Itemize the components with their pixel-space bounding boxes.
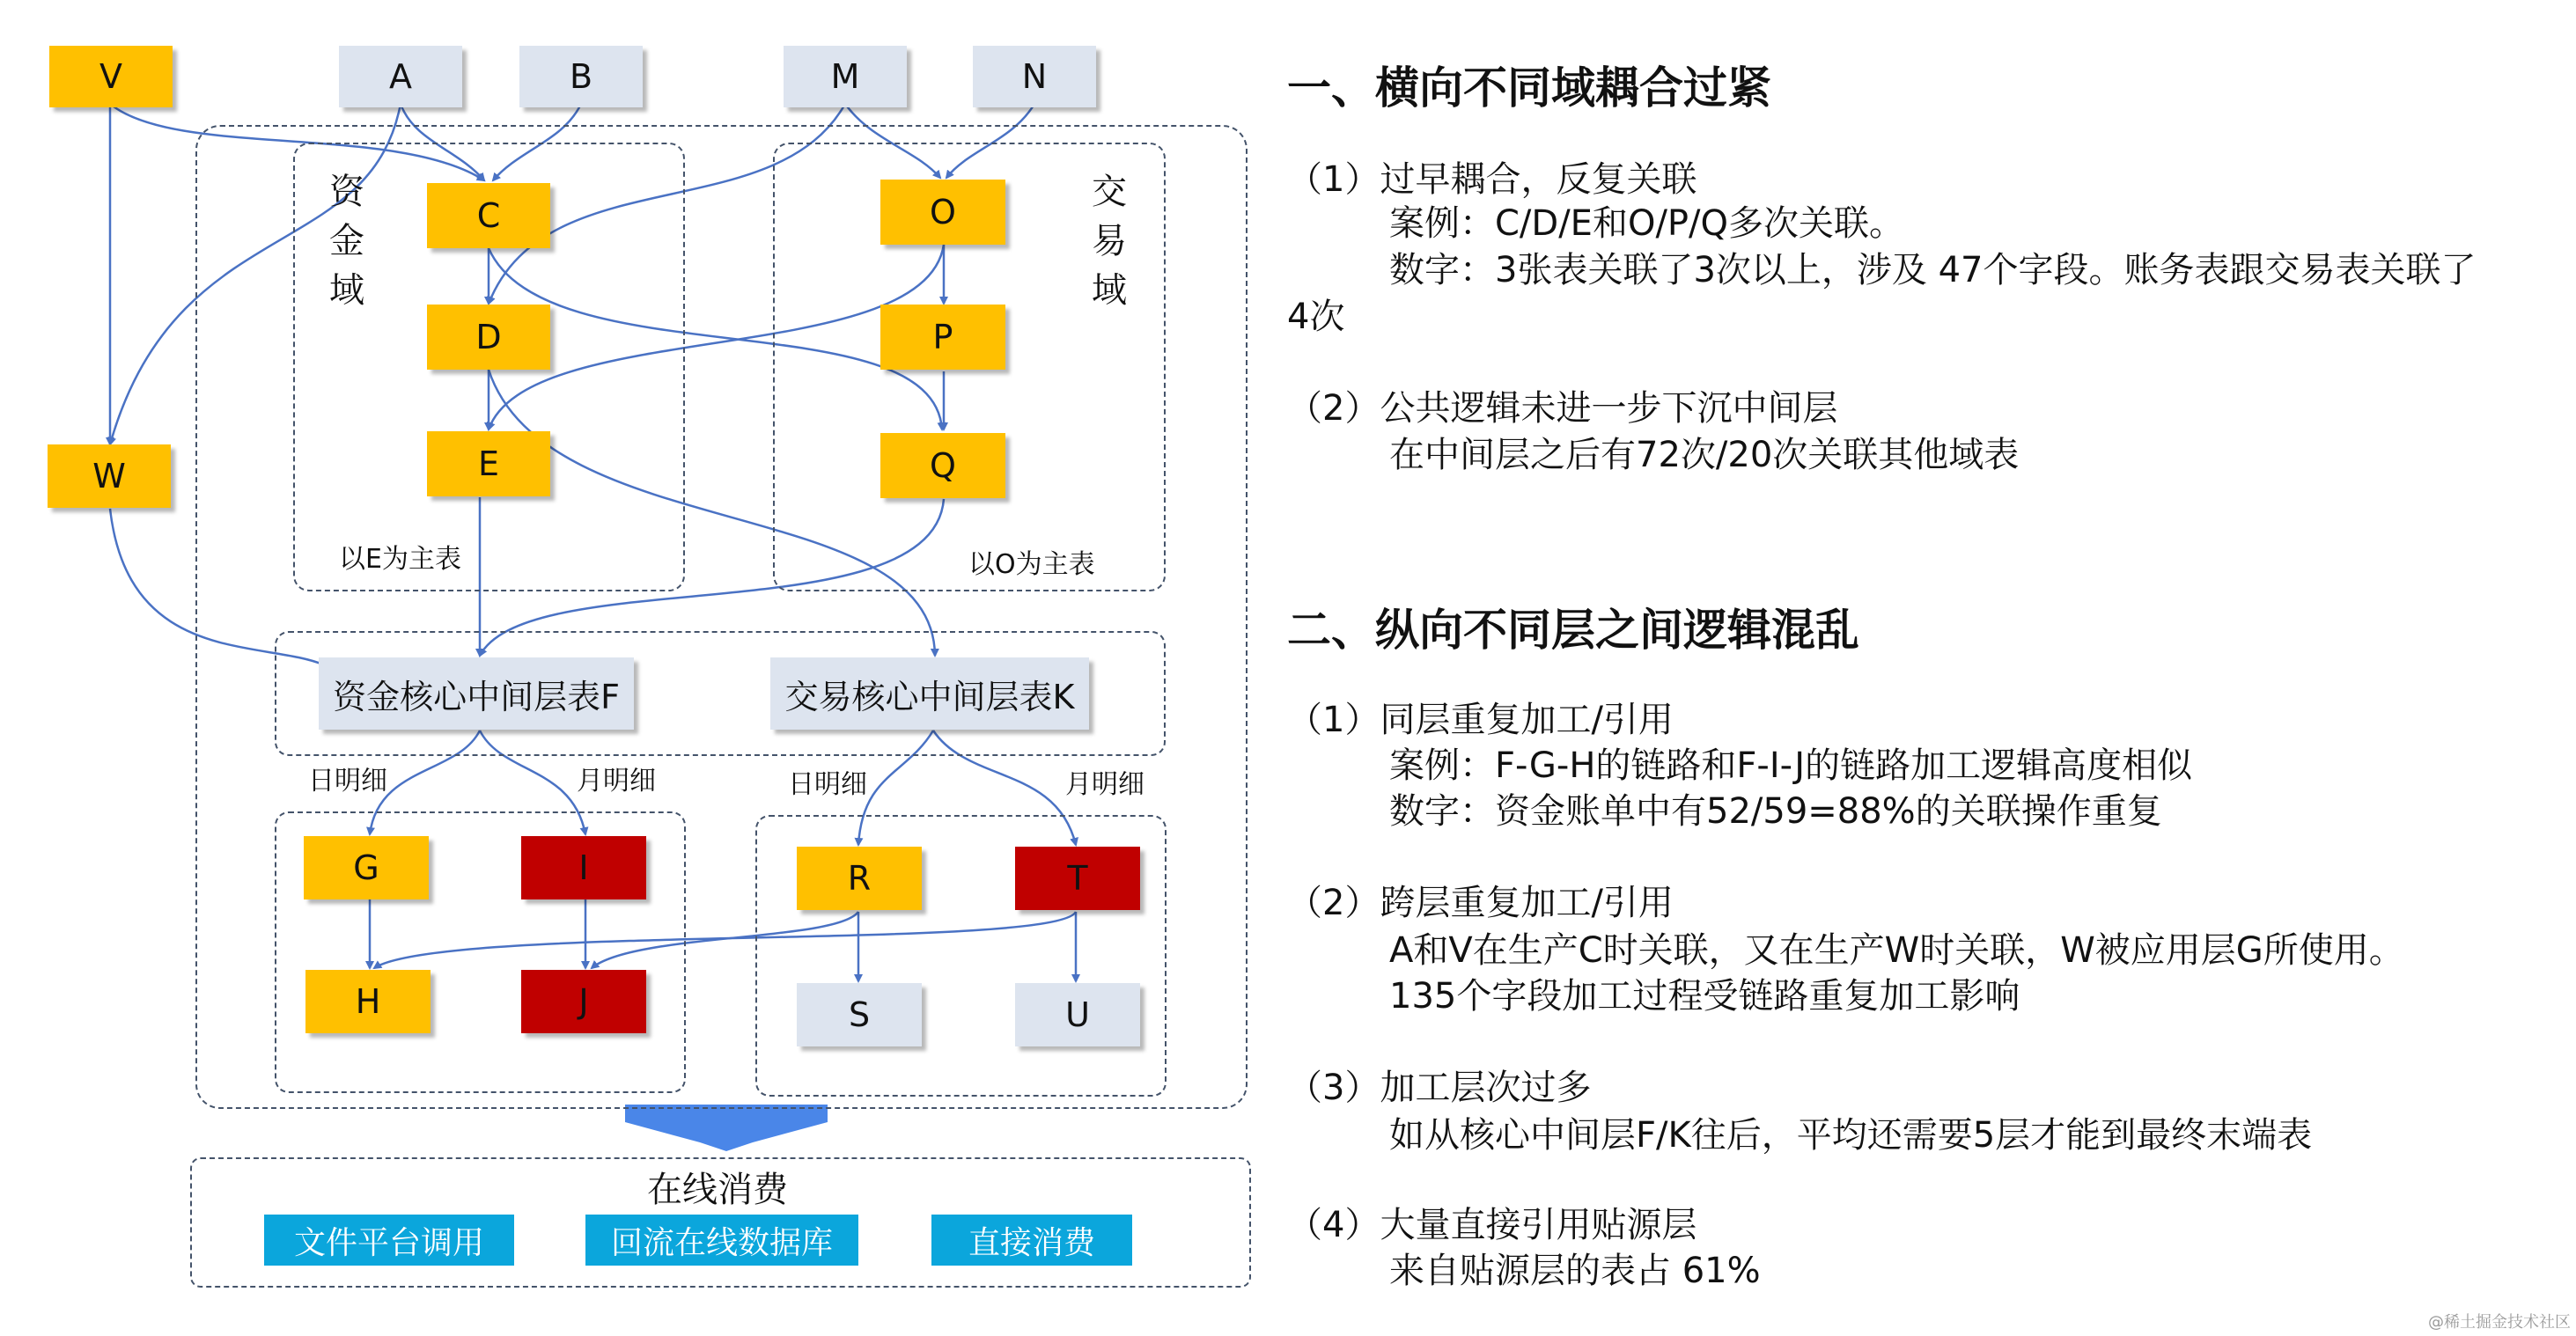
s1-2-line1: 在中间层之后有72次/20次关联其他域表 — [1389, 435, 2020, 475]
node-r: R — [797, 847, 922, 910]
node-t: T — [1015, 847, 1140, 910]
s2-2-line2: 135个字段加工过程受链路重复加工影响 — [1389, 976, 2020, 1017]
node-m: M — [784, 46, 907, 107]
online-button-direct: 直接消费 — [931, 1215, 1132, 1266]
node-u: U — [1015, 983, 1140, 1046]
trade-daily-label: 日明细 — [788, 769, 867, 800]
node-d: D — [427, 305, 550, 370]
online-button-file-platform: 文件平台调用 — [264, 1215, 514, 1266]
node-g: G — [304, 836, 429, 899]
section-2-title: 二、纵向不同层之间逻辑混乱 — [1287, 605, 1859, 656]
s2-1-line1: 案例：F-G-H的链路和F-I-J的链路加工逻辑高度相似 — [1389, 745, 2193, 786]
node-n: N — [973, 46, 1096, 107]
node-h: H — [305, 970, 431, 1033]
s2-4-title: （4）大量直接引用贴源层 — [1287, 1205, 1697, 1245]
s1-1-line3: 4次 — [1287, 297, 1345, 337]
s2-4-line1: 来自贴源层的表占 61% — [1389, 1251, 1761, 1291]
online-button-reflow-db: 回流在线数据库 — [585, 1215, 858, 1266]
core-table-f: 资金核心中间层表F — [319, 657, 634, 730]
core-table-k: 交易核心中间层表K — [770, 657, 1089, 730]
node-q: Q — [880, 433, 1005, 498]
trade-monthly-label: 月明细 — [1065, 769, 1144, 800]
node-i: I — [521, 836, 646, 899]
s1-1-line1: 案例：C/D/E和O/P/Q多次关联。 — [1389, 203, 1904, 244]
node-e: E — [427, 431, 550, 496]
down-arrow-shape — [625, 1105, 828, 1151]
s1-2-title: （2）公共逻辑未进一步下沉中间层 — [1287, 388, 1838, 429]
fund-monthly-label: 月明细 — [577, 766, 656, 796]
node-b: B — [519, 46, 643, 107]
node-s: S — [797, 983, 922, 1046]
s2-1-line2: 数字：资金账单中有52/59=88%的关联操作重复 — [1389, 791, 2162, 832]
s1-1-line2: 数字：3张表关联了3次以上，涉及 47个字段。账务表跟交易表关联了 — [1389, 250, 2477, 290]
node-j: J — [521, 970, 646, 1033]
trade-domain-label: 交易域 — [1092, 172, 1127, 311]
s2-1-title: （1）同层重复加工/引用 — [1287, 700, 1674, 740]
s2-2-title: （2）跨层重复加工/引用 — [1287, 883, 1674, 923]
fund-daily-label: 日明细 — [308, 766, 387, 796]
fund-main-table-label: 以E为主表 — [339, 544, 461, 575]
watermark: @稀土掘金技术社区 — [2428, 1313, 2571, 1332]
s2-3-title: （3）加工层次过多 — [1287, 1068, 1592, 1108]
trade-main-table-label: 以O为主表 — [968, 549, 1095, 580]
node-w: W — [48, 444, 171, 508]
node-a: A — [339, 46, 462, 107]
s2-3-line1: 如从核心中间层F/K往后，平均还需要5层才能到最终末端表 — [1389, 1115, 2313, 1156]
node-p: P — [880, 305, 1005, 370]
s2-2-line1: A和V在生产C时关联，又在生产W时关联，W被应用层G所使用。 — [1389, 930, 2404, 971]
s1-1-title: （1）过早耦合，反复关联 — [1287, 159, 1697, 200]
fund-domain-label: 资金域 — [329, 172, 364, 311]
node-c: C — [427, 183, 550, 248]
online-consume-title: 在线消费 — [647, 1170, 788, 1210]
section-1-title: 一、横向不同域耦合过紧 — [1287, 62, 1771, 114]
node-v: V — [49, 46, 173, 107]
node-o: O — [880, 180, 1005, 245]
